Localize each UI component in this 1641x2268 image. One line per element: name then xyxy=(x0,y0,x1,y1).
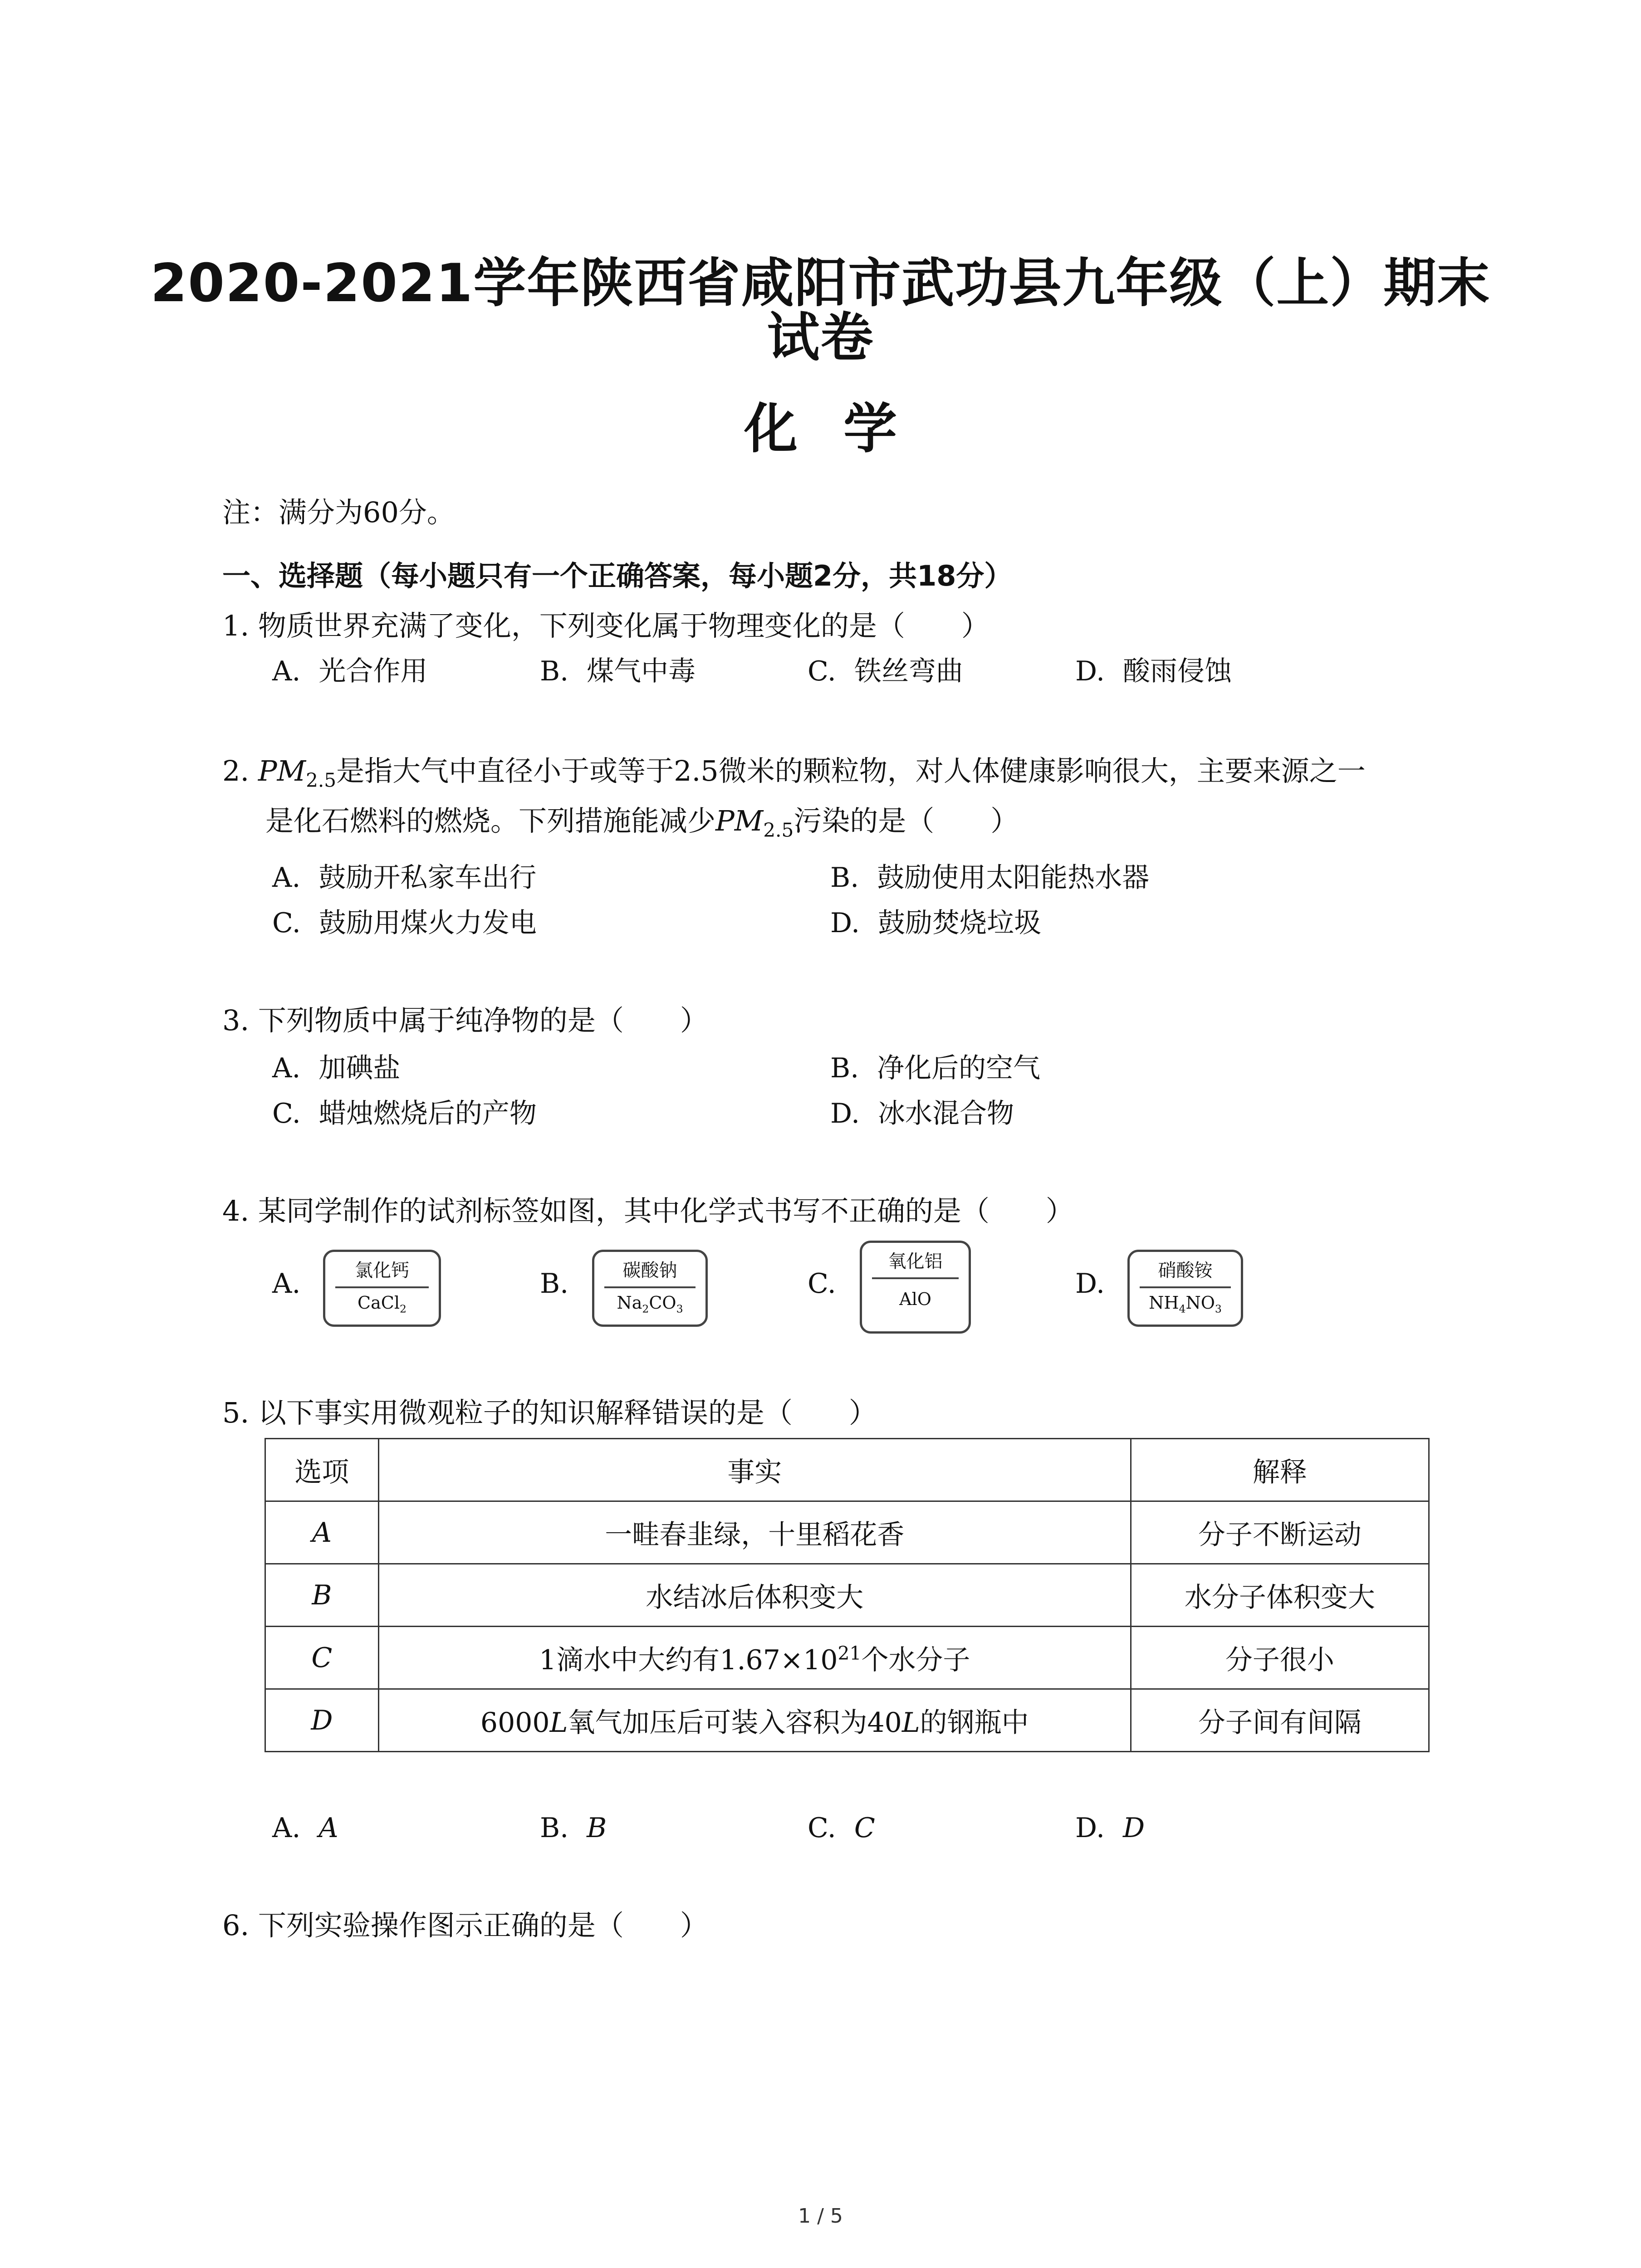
question-1-option-d[interactable]: D. 酸雨侵蚀 xyxy=(1075,655,1232,687)
table-cell-fact: 一畦春韭绿，十里稻花香 xyxy=(378,1501,1131,1564)
label-formula: CaCl$_2$ xyxy=(358,1293,407,1315)
table-row xyxy=(265,1501,1429,1564)
table-cell-fact: 6000L氧气加压后可装入容积为40L的钢瓶中 xyxy=(378,1689,1131,1752)
page-number: 1 / 5 xyxy=(798,2204,843,2228)
table-row xyxy=(265,1627,1429,1689)
table-cell-option: B xyxy=(265,1564,379,1627)
label-formula: AlO xyxy=(899,1289,931,1309)
table-cell-option: D xyxy=(265,1689,379,1752)
question-5-option-b[interactable]: B. B xyxy=(540,1812,607,1844)
question-2-option-b[interactable]: B. 鼓励使用太阳能热水器 xyxy=(830,862,1150,894)
question-3-option-b[interactable]: B. 净化后的空气 xyxy=(830,1052,1041,1084)
question-4-option-b[interactable]: B. xyxy=(540,1268,569,1300)
label-divider xyxy=(1140,1286,1231,1288)
table-cell-option: C xyxy=(265,1627,379,1689)
table-header: 事实 xyxy=(378,1439,1131,1501)
table-row xyxy=(265,1564,1429,1627)
label-formula: $Na_2CO_3$ xyxy=(617,1293,683,1315)
label-divider xyxy=(872,1277,959,1279)
table-cell-explanation: 水分子体积变大 xyxy=(1131,1564,1429,1627)
exam-title-line2: 试卷 xyxy=(767,307,874,368)
question-3-option-a[interactable]: A. 加碘盐 xyxy=(272,1052,401,1084)
question-4-option-d[interactable]: D. xyxy=(1075,1268,1105,1300)
reagent-label-b: 碳酸钠 $Na_2CO_3$ xyxy=(592,1250,708,1327)
score-note: 注：满分为60分。 xyxy=(222,496,455,529)
facts-table xyxy=(265,1438,1430,1752)
label-formula: $NH_4NO_3$ xyxy=(1149,1293,1222,1315)
table-cell-explanation: 分子不断运动 xyxy=(1131,1501,1429,1564)
question-1-option-b[interactable]: B. 煤气中毒 xyxy=(540,655,696,687)
question-1-option-c[interactable]: C. 铁丝弯曲 xyxy=(808,655,963,687)
question-6-stem: 6. 下列实验操作图示正确的是（ ） xyxy=(222,1909,708,1942)
question-4-option-a[interactable]: A. xyxy=(272,1268,301,1300)
table-cell-explanation: 分子间有间隔 xyxy=(1131,1689,1429,1752)
table-cell-fact: 1滴水中大约有$1.67\times 10^{21}$个水分子 xyxy=(378,1627,1131,1689)
table-cell-option: A xyxy=(265,1501,379,1564)
question-5-option-a[interactable]: A. A xyxy=(272,1812,338,1844)
question-5-option-c[interactable]: C. C xyxy=(808,1812,875,1844)
section-heading: 一、选择题（每小题只有一个正确答案，每小题2分，共18分） xyxy=(222,559,1013,592)
reagent-label-a: 氯化钙 CaCl$_2$ xyxy=(323,1250,441,1327)
label-divider xyxy=(604,1286,696,1288)
reagent-label-d: 硝酸铵 $NH_4NO_3$ xyxy=(1127,1250,1243,1327)
exam-title-line1: 2020-2021学年陕西省咸阳市武功县九年级（上）期末 xyxy=(150,253,1491,314)
question-1-stem: 1. 物质世界充满了变化，下列变化属于物理变化的是（ ） xyxy=(222,609,989,642)
question-1-option-a[interactable]: A. 光合作用 xyxy=(272,655,428,687)
table-header-row xyxy=(265,1439,1429,1501)
subject-title: 化 学 xyxy=(744,397,897,460)
question-5-option-d[interactable]: D. D xyxy=(1075,1812,1145,1844)
question-2-stem-line2: 是化石燃料的燃烧。下列措施能减少$PM_{2.5}$污染的是（ ） xyxy=(265,804,1019,841)
question-4-option-c[interactable]: C. xyxy=(808,1268,836,1300)
question-2-option-a[interactable]: A. 鼓励开私家车出行 xyxy=(272,862,537,894)
reagent-label-c: 氧化铝 AlO xyxy=(860,1241,971,1334)
question-3-stem: 3. 下列物质中属于纯净物的是（ ） xyxy=(222,1004,708,1037)
table-cell-explanation: 分子很小 xyxy=(1131,1627,1429,1689)
question-5-stem: 5. 以下事实用微观粒子的知识解释错误的是（ ） xyxy=(222,1396,877,1429)
question-2-stem-line1: 2. $PM_{2.5}$是指大气中直径小于或等于2.5微米的颗粒物，对人体健康影响很大，主要来源之一 xyxy=(222,754,1366,792)
question-2-option-d[interactable]: D. 鼓励焚烧垃圾 xyxy=(830,907,1042,939)
table-header: 解释 xyxy=(1131,1439,1429,1501)
question-3-option-c[interactable]: C. 蜡烛燃烧后的产物 xyxy=(272,1098,537,1129)
question-4-stem: 4. 某同学制作的试剂标签如图，其中化学式书写不正确的是（ ） xyxy=(222,1194,1074,1227)
label-divider xyxy=(335,1286,429,1288)
question-3-option-d[interactable]: D. 冰水混合物 xyxy=(830,1098,1014,1129)
question-2-option-c[interactable]: C. 鼓励用煤火力发电 xyxy=(272,907,537,939)
table-row xyxy=(265,1689,1429,1752)
table-header: 选项 xyxy=(265,1439,379,1501)
table-cell-fact: 水结冰后体积变大 xyxy=(378,1564,1131,1627)
